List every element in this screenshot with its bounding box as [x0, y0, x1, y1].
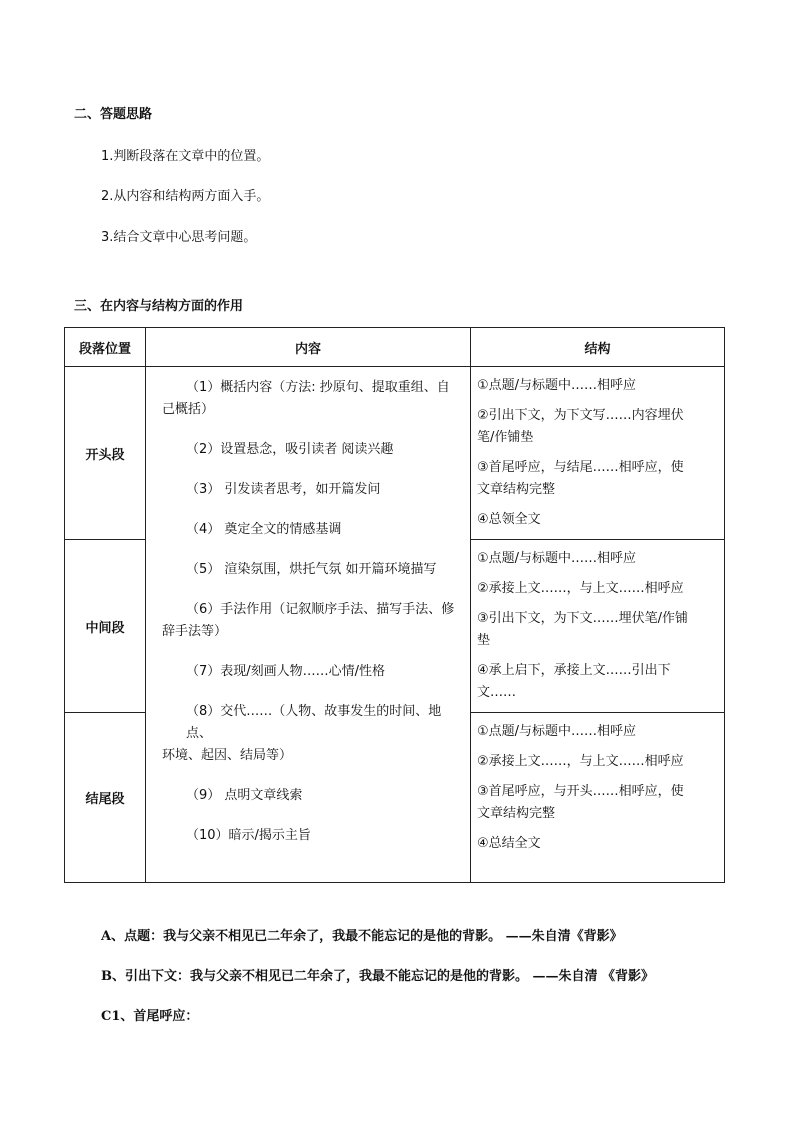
content-item: （8）交代……（人物、故事发生的时间、地点、 环境、起因、结局等） — [162, 704, 442, 763]
structure-item: ①点题/与标题中……相呼应 — [477, 378, 637, 393]
role-table — [64, 327, 725, 883]
content-item: （10）暗示/揭示主旨 — [186, 828, 311, 843]
structure-item: ③首尾呼应，与结尾……相呼应，使 文章结构完整 — [477, 460, 684, 497]
example-a: A、点题：我与父亲不相见已二年余了，我最不能忘记的是他的背影。 ——朱自清《背影》 — [101, 929, 623, 944]
structure-item: ①点题/与标题中……相呼应 — [477, 551, 637, 566]
header-position: 段落位置 — [65, 328, 146, 367]
content-item: （6）手法作用（记叙顺序手法、描写手法、修 辞手法等） — [162, 602, 455, 639]
structure-item: ④承上启下，承接上文……引出下 文…… — [477, 663, 671, 700]
structure-cell-ending — [471, 713, 725, 883]
position-middle: 中间段 — [65, 540, 146, 713]
approach-item: 3.结合文章中心思考问题。 — [101, 230, 257, 245]
header-structure: 结构 — [471, 328, 725, 367]
structure-cell-opening — [471, 367, 725, 540]
content-item: （9） 点明文章线索 — [186, 788, 303, 803]
position-opening: 开头段 — [65, 367, 146, 540]
position-ending: 结尾段 — [65, 713, 146, 883]
table-header-row — [65, 328, 725, 367]
structure-item: ③引出下文，为下文……埋伏笔/作铺 垫 — [477, 611, 689, 648]
example-b: B、引出下文：我与父亲不相见已二年余了，我最不能忘记的是他的背影。 ——朱自清 《背影》 — [101, 969, 655, 984]
approach-item: 2.从内容和结构两方面入手。 — [101, 189, 270, 204]
structure-item: ④总结全文 — [477, 836, 541, 851]
content-item: （7）表现/刻画人物……心情/性格 — [186, 664, 386, 679]
content-item: （2）设置悬念，吸引读者 阅读兴趣 — [186, 442, 394, 457]
structure-item: ②承接上文……，与上文……相呼应 — [477, 581, 684, 596]
structure-item: ②承接上文……，与上文……相呼应 — [477, 754, 684, 769]
approach-item: 1.判断段落在文章中的位置。 — [101, 149, 270, 164]
example-c1: C1、首尾呼应： — [101, 1009, 199, 1024]
content-item: （3） 引发读者思考，如开篇发问 — [186, 482, 381, 497]
section-heading-role: 三、在内容与结构方面的作用 — [74, 299, 244, 314]
structure-item: ①点题/与标题中……相呼应 — [477, 724, 637, 739]
content-cell — [146, 367, 471, 883]
section-heading-approach: 二、答题思路 — [74, 107, 153, 122]
table-row — [65, 367, 725, 540]
structure-item: ④总领全文 — [477, 512, 541, 527]
content-item: （1）概括内容（方法: 抄原句、提取重组、自 己概括） — [162, 380, 450, 417]
content-item: （5） 渲染氛围，烘托气氛 如开篇环境描写 — [186, 562, 437, 577]
content-item: （4） 奠定全文的情感基调 — [186, 522, 342, 537]
structure-item: ②引出下文，为下文写……内容埋伏 笔/作铺垫 — [477, 408, 684, 445]
structure-item: ③首尾呼应，与开头……相呼应，使 文章结构完整 — [477, 784, 684, 821]
header-content: 内容 — [146, 328, 471, 367]
structure-cell-middle — [471, 540, 725, 713]
